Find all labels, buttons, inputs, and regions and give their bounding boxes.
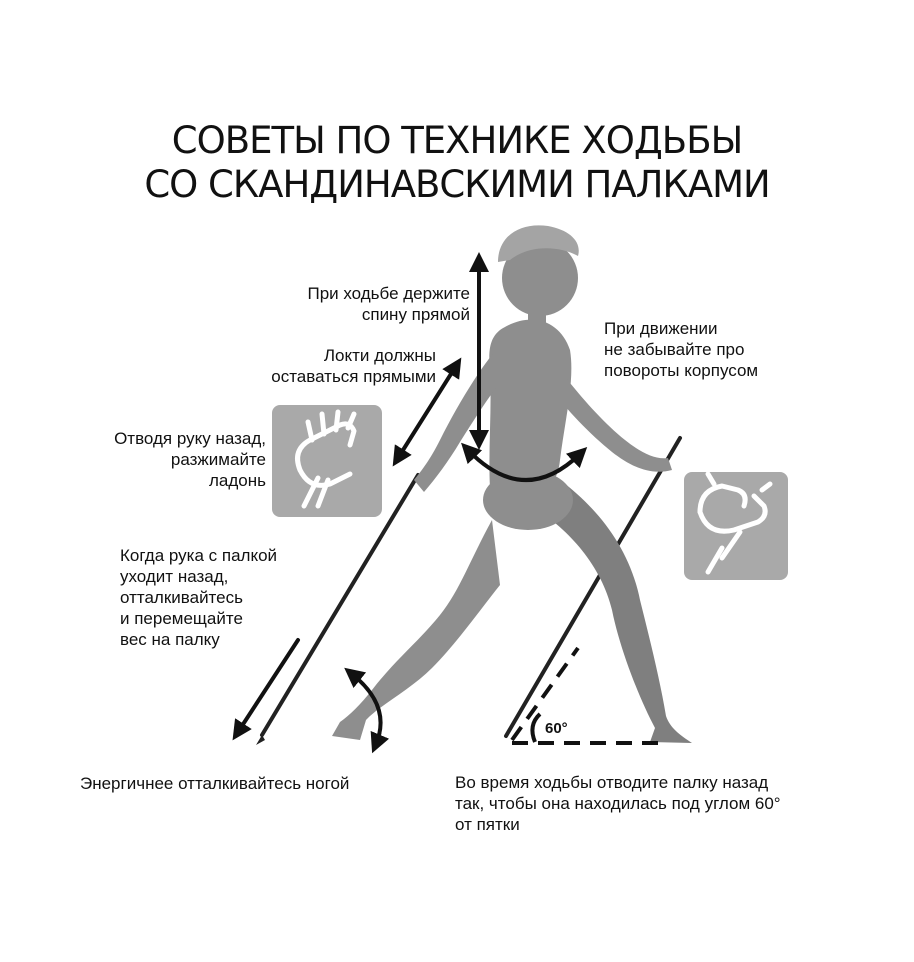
weight-shift-arrow	[238, 640, 298, 732]
gripping-hand-icon	[684, 472, 788, 580]
title-line-1: СОВЕТЫ ПО ТЕХНИКЕ ХОДЬБЫ	[171, 119, 743, 162]
title-line-2: СО СКАНДИНАВСКИМИ ПАЛКАМИ	[144, 163, 770, 206]
tip-torso-rotation: При движении не забывайте про повороты корпусом	[604, 319, 759, 380]
pole-back-tip	[256, 735, 265, 745]
tip-open-palm: Отводя руку назад, разжимайте ладонь	[114, 429, 266, 490]
angle-label: 60°	[545, 720, 568, 737]
tip-back-straight: При ходьбе держите спину прямой	[307, 284, 470, 324]
tip-push-leg: Энергичнее отталкивайтесь ногой	[80, 774, 350, 793]
tip-elbows-straight: Локти должны оставаться прямыми	[271, 346, 436, 386]
open-hand-icon	[272, 405, 382, 517]
tip-pole-angle: Во время ходьбы отводите палку назад так, чтобы она находилась под углом 60° от пятки	[455, 773, 781, 834]
tip-shift-weight: Когда рука с палкой уходит назад, отталкивайтесь и перемещайте вес на палку	[120, 546, 278, 649]
